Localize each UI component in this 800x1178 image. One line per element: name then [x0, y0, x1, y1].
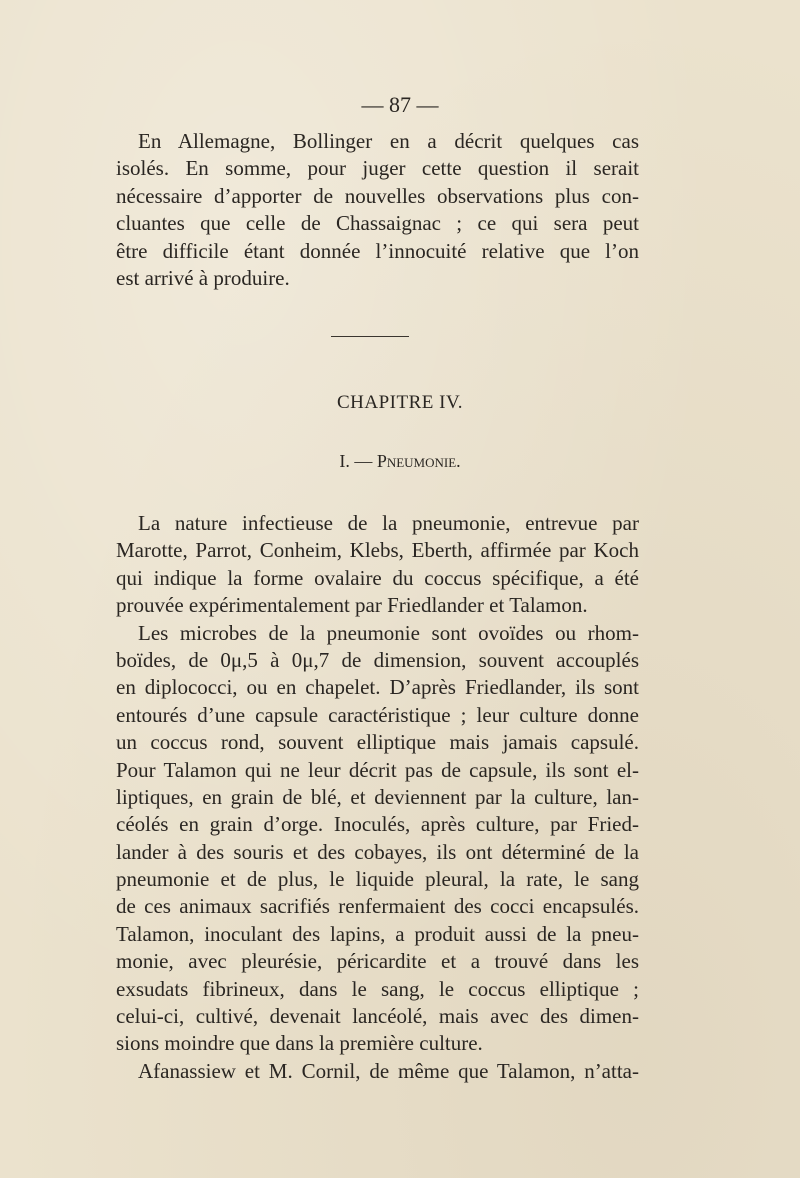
- text-line: Les microbes de la pneumonie sont ovoïdes ou rhom-: [138, 620, 639, 645]
- text-line: Pour Talamon qui ne leur décrit pas de capsule, ils sont el-: [116, 757, 639, 782]
- text-line: nécessaire d’apporter de nouvelles observations plus con-: [116, 183, 639, 208]
- text-line: pneumonie et de plus, le liquide pleural, la rate, le sang: [116, 867, 639, 892]
- text-line: En Allemagne, Bollinger en a décrit quelques cas: [138, 129, 639, 153]
- text-line: prouvée expérimentalement par Friedlander et Talamon.: [116, 593, 588, 618]
- text-line: sions moindre que dans la première culture.: [116, 1031, 483, 1056]
- text-line: cluantes que celle de Chassaignac ; ce qui sera peut: [116, 211, 639, 236]
- text-line: être difficile étant donnée l’innocuité relative que l’on: [116, 238, 639, 263]
- text-line: celui-ci, cultivé, devenait lancéolé, mais avec des dimen-: [116, 1004, 639, 1029]
- page-number: — 87 —: [361, 92, 439, 117]
- intro-paragraph: [116, 128, 639, 292]
- text-line: isolés. En somme, pour juger cette question il serait: [116, 156, 639, 181]
- text-line: monie, avec pleurésie, péricardite et a trouvé dans les: [116, 949, 639, 974]
- body-text: [116, 510, 639, 1085]
- text-line: La nature infectieuse de la pneumonie, entrevue par: [138, 511, 639, 535]
- text-line: céolés en grain d’orge. Inoculés, après culture, par Fried-: [116, 812, 639, 837]
- text-line: est arrivé à produire.: [116, 265, 290, 290]
- text-line: entourés d’une capsule caractéristique ; leur culture donne: [116, 702, 639, 727]
- text-line: qui indique la forme ovalaire du coccus spécifique, a été: [116, 565, 639, 590]
- text-line: boïdes, de 0μ,5 à 0μ,7 de dimension, souvent accouplés: [116, 647, 639, 672]
- section-divider: [331, 336, 409, 337]
- text-line: en diplococci, ou en chapelet. D’après Friedlander, ils sont: [116, 675, 639, 700]
- text-line: Marotte, Parrot, Conheim, Klebs, Eberth, affirmée par Koch: [116, 538, 639, 563]
- text-line: Talamon, inoculant des lapins, a produit aussi de la pneu-: [116, 921, 639, 946]
- text-line: lander à des souris et des cobayes, ils ont déterminé de la: [116, 839, 639, 864]
- section-title: I. — Pneumonie.: [339, 451, 461, 471]
- text-line: exsudats fibrineux, dans le sang, le coccus elliptique ;: [116, 976, 639, 1001]
- text-line: liptiques, en grain de blé, et deviennent par la culture, lan-: [116, 784, 639, 809]
- text-line: un coccus rond, souvent elliptique mais jamais capsulé.: [116, 730, 639, 755]
- text-line: de ces animaux sacrifiés renfermaient des cocci encapsulés.: [116, 894, 639, 919]
- text-line: Afanassiew et M. Cornil, de même que Talamon, n’atta-: [138, 1058, 639, 1083]
- chapter-title: CHAPITRE IV.: [337, 392, 463, 413]
